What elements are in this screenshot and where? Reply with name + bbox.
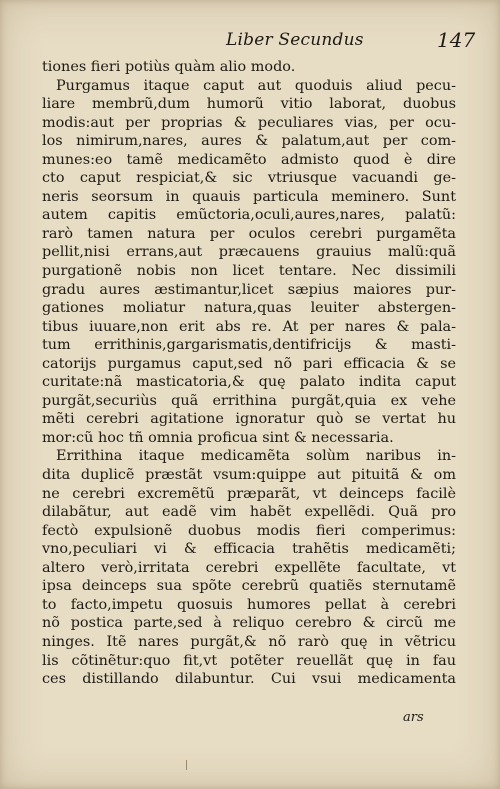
text-line: vno,peculiari vi & efficacia trahẽtis medicamẽti; [42,541,456,558]
text-line: tibus iuuare,non erit abs re. At per nares & pala- [42,318,456,335]
text-line: mor:cũ hoc tñ omnia proficua sint & necessaria. [42,429,394,446]
text-line: liare membrũ,dum humorũ vitio laborat, duobus [42,96,456,113]
text-line: ninges. Itẽ nares purgãt,& nõ rarò quę in vẽtricu [42,633,456,650]
text-line: neris seorsum in quauis particula meminero. Sunt [42,188,456,205]
text-line: gationes moliatur natura,quas leuiter abstergen- [42,300,456,317]
text-line: purgãt,securiùs quã errithina purgãt,quia ex vehe [42,392,456,409]
text-line: pellit,nisi errans,aut præcauens grauius malũ:quã [42,244,456,261]
text-line: Purgamus itaque caput aut quoduis aliud pecu- [56,77,456,94]
text-line: fectò expulsionẽ duobus modis fieri comperimus: [42,522,456,539]
text-line: ces distillando dilabuntur. Cui vsui medicamenta [42,671,456,688]
page-header [0,26,500,54]
catchword: ars [403,710,424,725]
text-line: modis:aut per proprias & peculiares vias, per ocu- [42,114,456,131]
text-line: to facto,impetu quosuis humores pellat à cerebri [42,596,456,613]
text-line: curitate:nã masticatoria,& quę palato indita caput [42,374,456,391]
text-line: purgationẽ nobis non licet tentare. Nec dissimili [42,263,456,280]
text-line: tiones fieri potiùs quàm alio modo. [42,59,296,75]
text-line: dilabãtur, aut eadẽ vim habẽt expellẽdi. Quã pro [42,504,456,521]
text-line: ipsa deinceps sua spõte cerebrũ quatiẽs sternutamẽ [42,578,456,595]
running-head: Liber Secundus [226,30,364,50]
text-line: Errithina itaque medicamẽta solùm naribus in- [56,448,456,465]
page-mark [186,760,187,770]
text-line: autem capitis emũctoria,oculi,aures,nares, palatũ: [42,207,456,224]
text-line: mẽti cerebri agitatione ignoratur quò se vertat hu [42,411,456,428]
page-number: 147 [437,28,476,52]
text-line: lis cõtinẽtur:quo fit,vt potẽter reuellãt quę in fau [42,652,456,669]
text-line: los nimirum,nares, aures & palatum,aut per com- [42,133,456,150]
text-line: catorijs purgamus caput,sed nõ pari efficacia & se [42,355,456,372]
text-line: gradu aures æstimantur,licet sæpius maiores pur- [42,281,456,298]
text-line: nõ posticа parte,sed à reliquo cerebro & circũ me [42,615,456,632]
text-line: ne cerebri excremẽtũ præparãt, vt deinceps facilè [42,485,456,502]
text-line: rarò tamen natura per oculos cerebri purgamẽta [42,225,456,242]
text-line: altero verò,irritata cerebri expellẽte facultate, vt [42,559,456,576]
text-block [42,58,456,689]
text-line: cto caput respiciat,& sic vtriusque vacuandi ge- [42,170,456,187]
text-line: tum errithinis,gargarismatis,dentifricijs & masti- [42,337,456,354]
text-line: munes:eo tamẽ medicamẽto admisto quod è dire [42,151,456,168]
text-line: dita duplicẽ præstãt vsum:quippe aut pituitã & om [42,467,456,484]
